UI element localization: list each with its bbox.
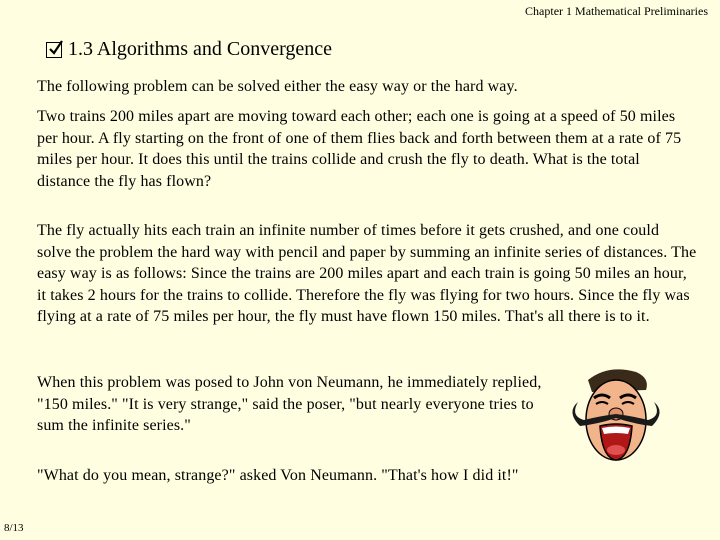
- section-title-text: 1.3 Algorithms and Convergence: [68, 38, 333, 60]
- page-number: 8/13: [4, 522, 24, 534]
- laughing-face-icon: [558, 362, 670, 472]
- section-title: [46, 38, 332, 61]
- anecdote-paragraph: When this problem was posed to John von Neumann, he immediately replied, "150 miles." "It is very strange," said the poser, "but nearly everyone tries to sum the infinite series.": [37, 374, 542, 435]
- intro-paragraph: The following problem can be solved either the easy way or the hard way.: [37, 78, 518, 95]
- checkbox-icon: [46, 42, 62, 58]
- chapter-header: Chapter 1 Mathematical Preliminaries: [525, 4, 708, 18]
- punchline-paragraph: "What do you mean, strange?" asked Von Neumann. "That's how I did it!": [37, 467, 519, 484]
- solution-paragraph: The fly actually hits each train an infinite number of times before it gets crushed, and one could solve the problem the hard way with pencil and paper by summing an infinite series of distances. The easy way is as follows: Since the trains are 200 miles apart and each train is going 50 miles an hour, it takes 2 hours for the trains to collide. Therefore the fly was flying for two hours. Since the fly was flying at a rate of 75 miles per hour, the fly must have flown 150 miles. That's all there is to it.: [37, 222, 697, 326]
- problem-paragraph: Two trains 200 miles apart are moving toward each other; each one is going at a speed of 50 miles per hour. A fly starting on the front of one of them flies back and forth between them at a rate of 75 miles per hour. It does this until the trains collide and crush the fly to death. What is the total distance the fly has flown?: [37, 108, 682, 190]
